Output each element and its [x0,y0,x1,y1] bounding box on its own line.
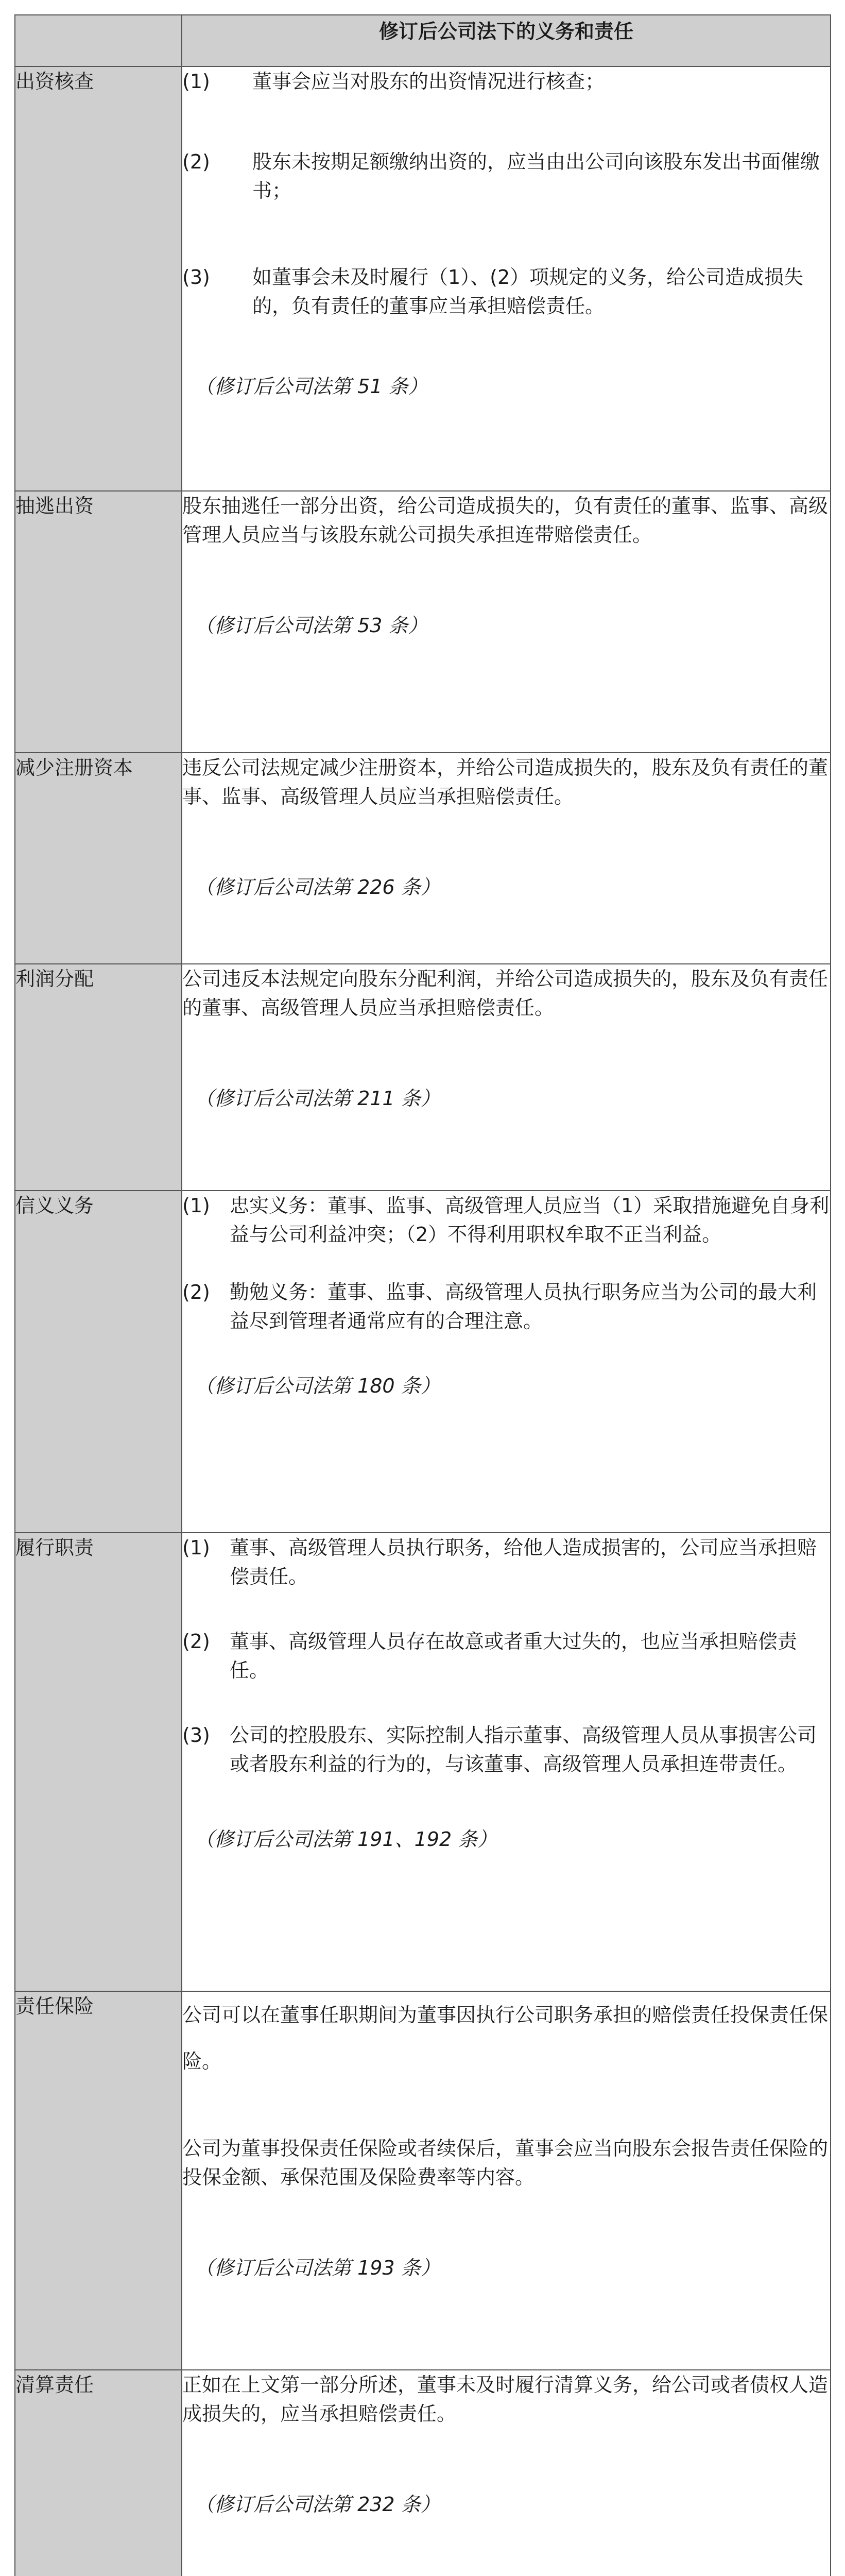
row-content [182,2370,831,2576]
list-item [182,147,830,205]
table-row [15,1533,831,1991]
row-content [182,1533,831,1991]
item-text: 董事会应当对股东的出资情况进行核查； [252,70,605,93]
law-citation: （修订后公司法第 232 条） [195,2493,440,2516]
item-number: (2) [182,1630,210,1653]
law-citation: （修订后公司法第 211 条） [195,1087,440,1110]
row-content [182,964,831,1191]
table-row [15,964,831,1191]
item-text: 董事、高级管理人员执行职务，给他人造成损害的，公司应当承担赔偿责任。 [230,1536,817,1588]
law-citation: （修订后公司法第 180 条） [195,1375,440,1397]
list-item [182,1533,830,1591]
law-citation: （修订后公司法第 51 条） [195,375,428,398]
item-number: (1) [182,1536,210,1559]
table-row [15,1191,831,1533]
list-item [182,1627,830,1685]
header-row [15,15,831,66]
row-content [182,753,831,964]
list-item [182,263,830,320]
table-title: 修订后公司法下的义务和责任 [182,15,831,66]
row-text-2: 公司为董事投保责任保险或者续保后，董事会应当向股东会报告责任保险的投保金额、承保范围及保险费率等内容。 [182,2137,829,2189]
table-row [15,1991,831,2370]
row-text: 违反公司法规定减少注册资本，并给公司造成损失的，股东及负有责任的董事、监事、高级管理人员应当承担赔偿责任。 [182,756,829,808]
table-row [15,491,831,753]
item-text: 忠实义务：董事、监事、高级管理人员应当（1）采取措施避免自身利益与公司利益冲突；（2）不得利用职权牟取不正当利益。 [230,1194,830,1246]
list-item [182,1721,830,1778]
row-label: 清算责任 [15,2370,182,2576]
row-content [182,1191,831,1533]
table-row [15,2370,831,2576]
law-citation: （修订后公司法第 191、192 条） [195,1828,497,1851]
row-text: 股东抽逃任一部分出资，给公司造成损失的，负有责任的董事、监事、高级管理人员应当与该股东就公司损失承担连带赔偿责任。 [182,495,829,546]
row-label: 履行职责 [15,1533,182,1991]
duties-table [14,14,831,2576]
item-number: (2) [182,150,210,173]
header-empty-cell [15,15,182,66]
row-label: 信义义务 [15,1191,182,1533]
item-number: (1) [182,70,210,93]
list-item [182,1278,830,1335]
item-number: (1) [182,1194,210,1217]
list-item [182,1191,830,1249]
row-content [182,491,831,753]
row-label: 减少注册资本 [15,753,182,964]
law-citation: （修订后公司法第 226 条） [195,876,440,899]
law-citation: （修订后公司法第 193 条） [195,2257,440,2279]
item-number: (2) [182,1281,210,1303]
row-text: 公司可以在董事任职期间为董事因执行公司职务承担的赔偿责任投保责任保险。 [182,2004,829,2073]
item-text: 董事、高级管理人员存在故意或者重大过失的，也应当承担赔偿责任。 [230,1630,798,1682]
row-content [182,1991,831,2370]
item-number: (3) [182,266,210,289]
row-label: 抽逃出资 [15,491,182,753]
item-text: 如董事会未及时履行（1）、(2）项规定的义务，给公司造成损失的，负有责任的董事应当承担赔偿责任。 [252,266,804,317]
list-item [182,67,830,96]
row-text: 公司违反本法规定向股东分配利润，并给公司造成损失的，股东及负有责任的董事、高级管理人员应当承担赔偿责任。 [182,968,829,1019]
row-label: 利润分配 [15,964,182,1191]
item-text: 公司的控股股东、实际控制人指示董事、高级管理人员从事损害公司或者股东利益的行为的，与该董事、高级管理人员承担连带责任。 [230,1724,817,1775]
table-row [15,66,831,491]
row-label: 责任保险 [15,1991,182,2370]
table-row [15,753,831,964]
item-number: (3) [182,1724,210,1747]
row-content [182,66,831,491]
item-text: 勤勉义务：董事、监事、高级管理人员执行职务应当为公司的最大利益尽到管理者通常应有的合理注意。 [230,1281,817,1332]
row-label: 出资核查 [15,66,182,491]
law-citation: （修订后公司法第 53 条） [195,614,428,637]
row-text: 正如在上文第一部分所述，董事未及时履行清算义务，给公司或者债权人造成损失的，应当承担赔偿责任。 [182,2374,829,2425]
item-text: 股东未按期足额缴纳出资的，应当由出公司向该股东发出书面催缴书； [252,150,820,202]
